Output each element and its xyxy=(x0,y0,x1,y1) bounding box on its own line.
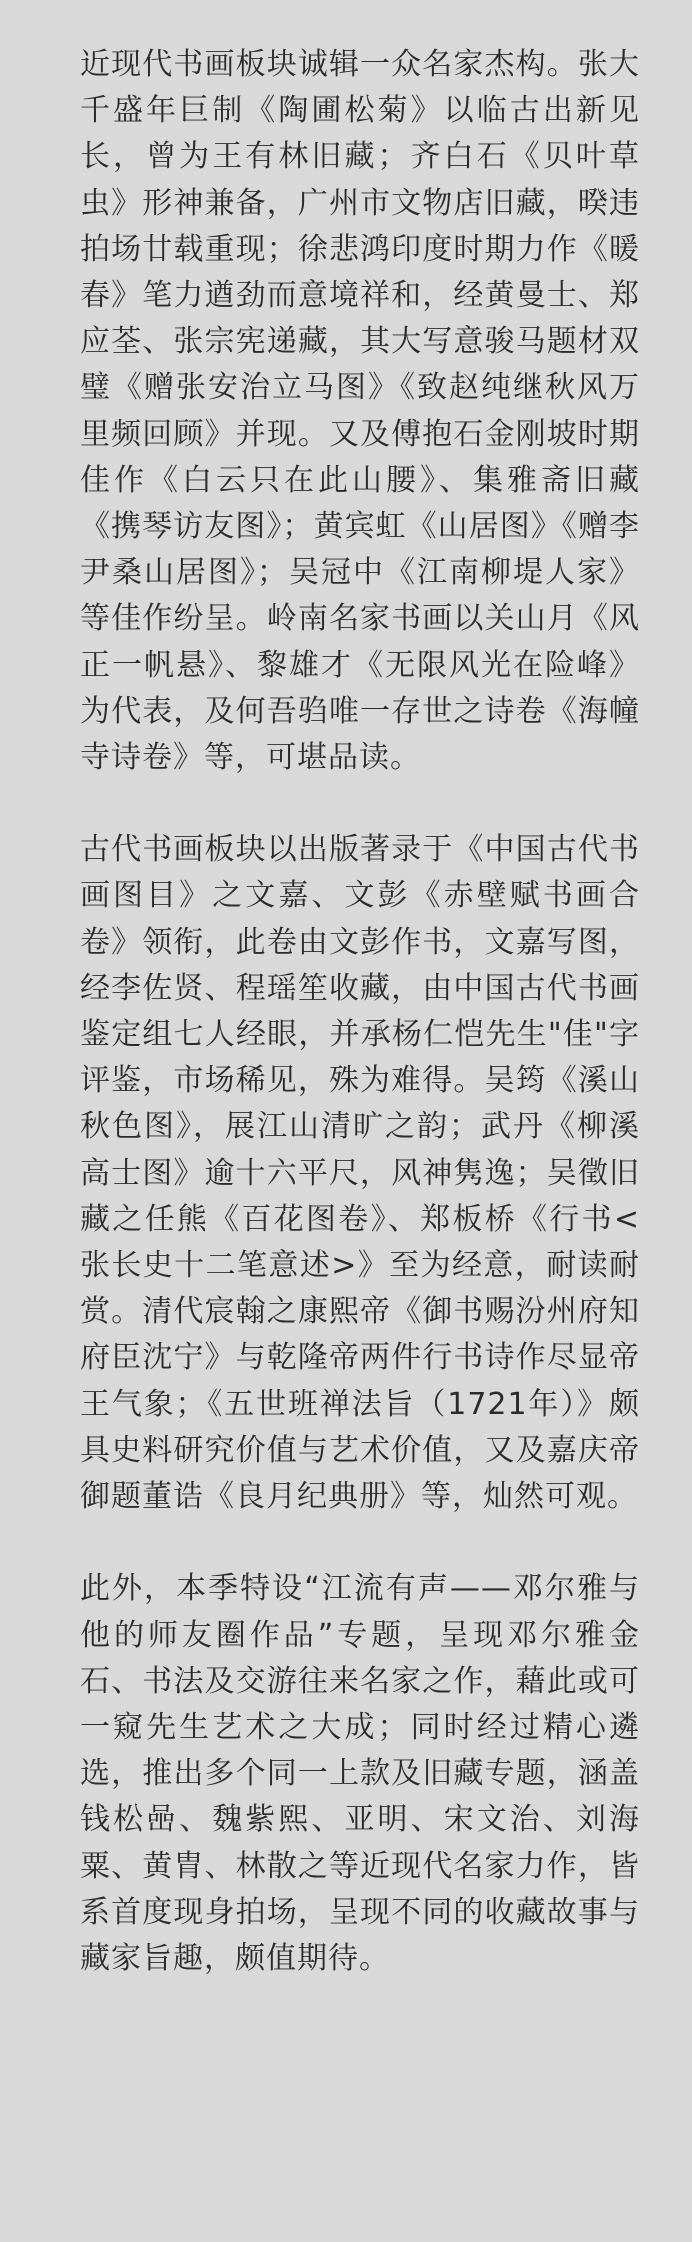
paragraph-modern-paintings: 近现代书画板块诚辑一众名家杰构。张大千盛年巨制《陶圃松菊》以临古出新见长，曾为王有林旧藏；齐白石《贝叶草虫》形神兼备，广州市文物店旧藏，暌违拍场廿载重现；徐悲鸿印度时期力作《暖春》笔力遒劲而意境祥和，经黄曼士、郑应荃、张宗宪递藏，其大写意骏马题材双璧《赠张安治立马图》《致赵纯继秋风万里频回顾》并现。又及傅抱石金刚坡时期佳作《白云只在此山腰》、集雅斋旧藏《携琴访友图》；黄宾虹《山居图》《赠李尹桑山居图》；吴冠中《江南柳堤人家》等佳作纷呈。岭南名家书画以关山月《风正一帆悬》、黎雄才《无限风光在险峰》为代表，及何吾驺唯一存世之诗卷《海幢寺诗卷》等，可堪品读。 xyxy=(80,47,640,776)
paragraph-classical-paintings: 古代书画板块以出版著录于《中国古代书画图目》之文嘉、文彭《赤壁赋书画合卷》领衔，此卷由文彭作书，文嘉写图，经李佐贤、程瑶笙收藏，由中国古代书画鉴定组七人经眼，并承杨仁恺先生"佳"字评鉴，市场稀见，殊为难得。吴筠《溪山秋色图》，展江山清旷之韵；武丹《柳溪高士图》逾十六平尺，风神隽逸；吴徵旧藏之任熊《百花图卷》、郑板桥《行书<张长史十二笔意述>》至为经意，耐读耐赏。清代宸翰之康熙帝《御书赐汾州府知府臣沈宁》与乾隆帝两件行书诗作尽显帝王气象；《五世班禅法旨（1721年）》颇具史料研究价值与艺术价值，又及嘉庆帝御题董诰《良月纪典册》等，灿然可观。 xyxy=(80,832,640,1515)
paragraph-special-topics: 此外，本季特设“江流有声——邓尔雅与他的师友圈作品”专题，呈现邓尔雅金石、书法及交游往来名家之作，藉此或可一窥先生艺术之大成；同时经过精心遴选，推出多个同一上款及旧藏专题，涵盖钱松喦、魏紫熙、亚明、宋文治、刘海粟、黄胄、林散之等近现代名家力作，皆系首度现身拍场，呈现不同的收藏故事与藏家旨趣，颇值期待。 xyxy=(80,1571,640,1976)
